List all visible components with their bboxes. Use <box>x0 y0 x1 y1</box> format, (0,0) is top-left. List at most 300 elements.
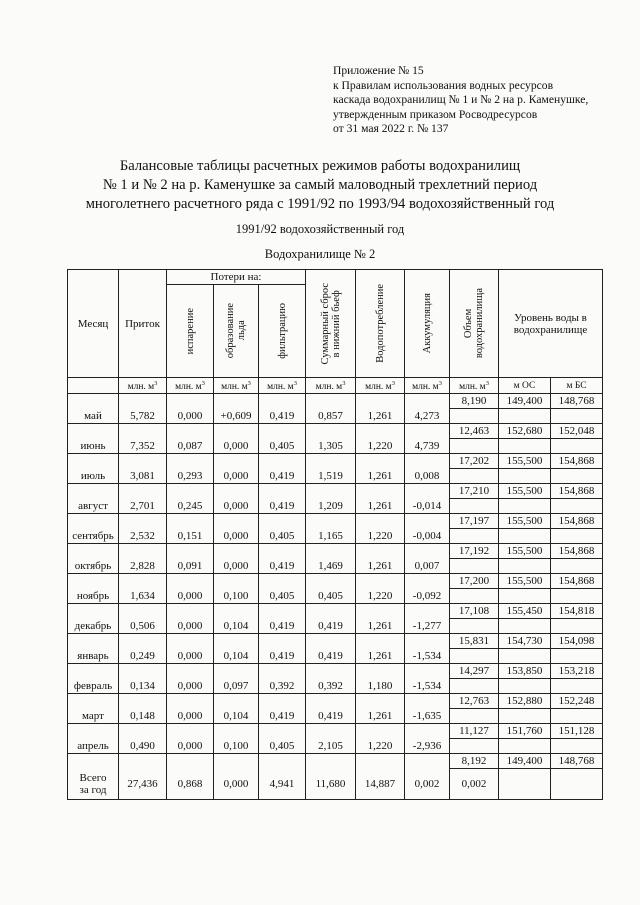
month-name: май <box>68 409 119 424</box>
state-value: 12,463 <box>450 424 499 439</box>
state-value: 154,730 <box>499 634 551 649</box>
state-value: 17,202 <box>450 454 499 469</box>
month-value: 0,419 <box>259 469 306 484</box>
spacer-cell <box>214 454 259 469</box>
state-cell <box>551 499 603 514</box>
table-row <box>68 409 603 424</box>
state-row <box>68 484 603 499</box>
spacer-cell <box>356 394 405 409</box>
state-value: 155,500 <box>499 544 551 559</box>
month-value: 0,490 <box>119 739 167 754</box>
unit-mln: млн. $м^3$ <box>356 378 405 394</box>
spacer-cell <box>405 604 450 619</box>
state-row <box>68 514 603 529</box>
spacer-cell <box>214 694 259 709</box>
month-value: 1,261 <box>356 559 405 574</box>
header-consumption: Водопотребление <box>356 270 405 378</box>
spacer-cell <box>259 424 306 439</box>
state-value: 153,850 <box>499 664 551 679</box>
month-value: 0,392 <box>306 679 356 694</box>
spacer-cell <box>405 454 450 469</box>
state-cell <box>450 709 499 724</box>
spacer-cell <box>167 574 214 589</box>
month-value: 1,220 <box>356 439 405 454</box>
spacer-cell <box>259 484 306 499</box>
state-cell <box>551 439 603 454</box>
spacer-cell <box>405 544 450 559</box>
state-value: 155,500 <box>499 454 551 469</box>
month-value: 0,148 <box>119 709 167 724</box>
month-value: 2,105 <box>306 739 356 754</box>
spacer-cell <box>167 394 214 409</box>
month-value: 1,180 <box>356 679 405 694</box>
spacer-cell <box>259 394 306 409</box>
spacer-cell <box>306 544 356 559</box>
state-cell <box>450 739 499 754</box>
month-value: 0,007 <box>405 559 450 574</box>
state-cell <box>450 559 499 574</box>
spacer-cell <box>167 514 214 529</box>
spacer-cell <box>356 604 405 619</box>
state-cell <box>450 619 499 634</box>
month-value: 2,701 <box>119 499 167 514</box>
state-value: 148,768 <box>551 394 603 409</box>
unit-m-os: м ОС <box>499 378 551 394</box>
month-value: 3,081 <box>119 469 167 484</box>
spacer-cell <box>306 454 356 469</box>
month-value: 1,261 <box>356 499 405 514</box>
reservoir-label: Водохранилище № 2 <box>264 247 376 261</box>
state-cell <box>551 739 603 754</box>
spacer-cell <box>259 454 306 469</box>
month-value: -1,635 <box>405 709 450 724</box>
spacer-cell <box>306 484 356 499</box>
month-value: 1,220 <box>356 589 405 604</box>
state-row <box>68 634 603 649</box>
spacer-cell <box>68 514 119 529</box>
units-row <box>68 378 603 394</box>
state-value: 154,868 <box>551 544 603 559</box>
spacer-cell <box>259 724 306 739</box>
unit-m-bs: м БС <box>551 378 603 394</box>
state-value: 151,128 <box>551 724 603 739</box>
total-value: 14,887 <box>356 769 405 800</box>
total-value: 0,002 <box>450 769 499 800</box>
state-value: 152,880 <box>499 694 551 709</box>
month-value: 5,782 <box>119 409 167 424</box>
state-cell <box>551 589 603 604</box>
spacer-cell <box>119 664 167 679</box>
state-value: 154,868 <box>551 514 603 529</box>
state-cell <box>499 439 551 454</box>
state-value: 154,868 <box>551 454 603 469</box>
state-cell <box>499 529 551 544</box>
spacer-cell <box>214 574 259 589</box>
title-line: многолетнего расчетного ряда с 1991/92 по 1993/94 водохозяйственный год <box>85 196 555 212</box>
title-line: № 1 и № 2 на р. Каменушке за самый маловодный трехлетний период <box>102 177 538 193</box>
unit-mln: млн. $м^3$ <box>306 378 356 394</box>
month-value: -1,534 <box>405 679 450 694</box>
month-value: -2,936 <box>405 739 450 754</box>
state-value: 17,108 <box>450 604 499 619</box>
spacer-cell <box>68 754 119 769</box>
spacer-cell <box>405 694 450 709</box>
state-cell <box>450 589 499 604</box>
state-value: 155,500 <box>499 574 551 589</box>
state-cell <box>551 679 603 694</box>
month-value: 1,519 <box>306 469 356 484</box>
header-level: Уровень воды в водохранилище <box>499 270 603 378</box>
state-value: 15,831 <box>450 634 499 649</box>
spacer-cell <box>405 424 450 439</box>
total-value: 0,000 <box>214 769 259 800</box>
spacer-cell <box>214 634 259 649</box>
spacer-cell <box>259 754 306 769</box>
spacer-cell <box>259 544 306 559</box>
month-value: 0,104 <box>214 709 259 724</box>
spacer-cell <box>405 514 450 529</box>
month-value: 0,000 <box>167 679 214 694</box>
spacer-cell <box>214 604 259 619</box>
spacer-cell <box>68 544 119 559</box>
state-cell <box>499 679 551 694</box>
state-row <box>68 724 603 739</box>
state-cell <box>551 649 603 664</box>
table-row <box>68 679 603 694</box>
spacer-cell <box>68 634 119 649</box>
spacer-cell <box>356 694 405 709</box>
appendix-line: каскада водохранилищ № 1 и № 2 на р. Каменушке, <box>333 93 589 107</box>
state-cell <box>499 649 551 664</box>
spacer-cell <box>356 454 405 469</box>
table-row <box>68 559 603 574</box>
spacer-cell <box>119 634 167 649</box>
month-value: 0,419 <box>259 649 306 664</box>
month-value: 1,634 <box>119 589 167 604</box>
month-value: 1,165 <box>306 529 356 544</box>
state-cell <box>499 559 551 574</box>
month-value: 0,392 <box>259 679 306 694</box>
spacer-cell <box>119 754 167 769</box>
state-cell <box>450 649 499 664</box>
spacer-cell <box>214 394 259 409</box>
header-discharge: Суммарный сброс в нижний бьеф <box>306 270 356 378</box>
title-line: Балансовые таблицы расчетных режимов работы водохранилищ <box>119 158 521 174</box>
spacer-cell <box>119 574 167 589</box>
header-filtration: фильтрацию <box>259 285 306 378</box>
month-value: -1,534 <box>405 649 450 664</box>
month-value: 0,000 <box>214 499 259 514</box>
state-row <box>68 394 603 409</box>
month-value: 0,405 <box>259 529 306 544</box>
total-value: 0,002 <box>405 769 450 800</box>
header-ice: образование льда <box>214 285 259 378</box>
spacer-cell <box>405 634 450 649</box>
unit-mln: млн. $м^3$ <box>259 378 306 394</box>
state-value: 155,500 <box>499 484 551 499</box>
state-cell <box>450 409 499 424</box>
state-value: 154,818 <box>551 604 603 619</box>
month-value: 1,220 <box>356 739 405 754</box>
total-blank <box>551 769 603 800</box>
spacer-cell <box>214 424 259 439</box>
spacer-cell <box>119 544 167 559</box>
state-cell <box>499 709 551 724</box>
month-value: 0,134 <box>119 679 167 694</box>
month-value: 0,419 <box>306 709 356 724</box>
spacer-cell <box>306 514 356 529</box>
month-value: 0,000 <box>214 559 259 574</box>
spacer-cell <box>167 634 214 649</box>
spacer-cell <box>68 604 119 619</box>
spacer-cell <box>119 424 167 439</box>
spacer-cell <box>214 514 259 529</box>
spacer-cell <box>167 664 214 679</box>
spacer-cell <box>68 724 119 739</box>
total-value: 4,941 <box>259 769 306 800</box>
month-name: июль <box>68 469 119 484</box>
spacer-cell <box>167 604 214 619</box>
month-value: 0,419 <box>259 499 306 514</box>
month-value: 0,419 <box>259 559 306 574</box>
state-cell <box>450 679 499 694</box>
month-value: 0,419 <box>306 649 356 664</box>
table-row <box>68 649 603 664</box>
total-value: 11,680 <box>306 769 356 800</box>
state-cell <box>499 619 551 634</box>
state-value: 152,248 <box>551 694 603 709</box>
month-value: 0,100 <box>214 589 259 604</box>
spacer-cell <box>167 484 214 499</box>
spacer-cell <box>356 484 405 499</box>
spacer-cell <box>68 694 119 709</box>
month-value: 0,087 <box>167 439 214 454</box>
month-name: август <box>68 499 119 514</box>
appendix-line: к Правилам использования водных ресурсов <box>333 78 554 92</box>
table-row <box>68 439 603 454</box>
appendix-note <box>333 64 633 137</box>
spacer-cell <box>214 724 259 739</box>
state-value: 17,210 <box>450 484 499 499</box>
month-value: 0,419 <box>259 709 306 724</box>
spacer-cell <box>68 454 119 469</box>
state-value: 17,200 <box>450 574 499 589</box>
spacer-cell <box>259 664 306 679</box>
state-value: 154,868 <box>551 484 603 499</box>
spacer-cell <box>356 574 405 589</box>
month-value: +0,609 <box>214 409 259 424</box>
unit-mln: млн. $м^3$ <box>450 378 499 394</box>
total-value: 27,436 <box>119 769 167 800</box>
month-name: февраль <box>68 679 119 694</box>
state-cell <box>551 559 603 574</box>
state-cell <box>551 529 603 544</box>
year-label: 1991/92 водохозяйственный год <box>235 222 405 236</box>
month-value: 0,100 <box>214 739 259 754</box>
state-cell <box>551 409 603 424</box>
month-value: 0,419 <box>259 619 306 634</box>
appendix-line: утвержденным приказом Росводресурсов <box>333 107 538 121</box>
month-value: 0,293 <box>167 469 214 484</box>
spacer-cell <box>306 394 356 409</box>
state-value: 152,680 <box>499 424 551 439</box>
table-row <box>68 499 603 514</box>
state-row <box>68 574 603 589</box>
spacer-cell <box>214 664 259 679</box>
month-name: июнь <box>68 439 119 454</box>
spacer-cell <box>259 514 306 529</box>
spacer-cell <box>214 484 259 499</box>
month-name: сентябрь <box>68 529 119 544</box>
month-value: 0,405 <box>259 589 306 604</box>
month-value: 0,419 <box>306 619 356 634</box>
header-evaporation: испарение <box>167 285 214 378</box>
spacer-cell <box>259 604 306 619</box>
state-cell <box>450 499 499 514</box>
spacer-cell <box>356 724 405 739</box>
state-row <box>68 424 603 439</box>
month-value: 1,305 <box>306 439 356 454</box>
month-name: октябрь <box>68 559 119 574</box>
spacer-cell <box>356 544 405 559</box>
spacer-cell <box>167 694 214 709</box>
spacer-cell <box>405 484 450 499</box>
total-row <box>68 769 603 800</box>
spacer-cell <box>356 424 405 439</box>
spacer-cell <box>119 514 167 529</box>
state-cell <box>499 739 551 754</box>
month-value: 1,220 <box>356 529 405 544</box>
spacer-cell <box>306 664 356 679</box>
month-value: 0,857 <box>306 409 356 424</box>
spacer-cell <box>405 394 450 409</box>
unit-mln: млн. $м^3$ <box>405 378 450 394</box>
month-value: 0,000 <box>167 409 214 424</box>
spacer-cell <box>167 454 214 469</box>
month-value: -1,277 <box>405 619 450 634</box>
month-value: 1,261 <box>356 649 405 664</box>
spacer-cell <box>306 424 356 439</box>
month-value: -0,014 <box>405 499 450 514</box>
spacer-cell <box>68 574 119 589</box>
state-value: 12,763 <box>450 694 499 709</box>
state-cell <box>499 499 551 514</box>
state-cell <box>499 469 551 484</box>
header-month: Месяц <box>68 270 119 378</box>
month-value: 2,828 <box>119 559 167 574</box>
month-value: 0,104 <box>214 649 259 664</box>
spacer-cell <box>306 634 356 649</box>
appendix-line: Приложение № 15 <box>333 64 424 77</box>
month-value: 1,261 <box>356 709 405 724</box>
state-value: 14,297 <box>450 664 499 679</box>
balance-table <box>67 269 603 800</box>
spacer-cell <box>119 694 167 709</box>
state-value: 152,048 <box>551 424 603 439</box>
state-cell <box>499 409 551 424</box>
header-volume: Объем водохранилища <box>450 270 499 378</box>
spacer-cell <box>405 724 450 739</box>
month-value: 7,352 <box>119 439 167 454</box>
month-value: 2,532 <box>119 529 167 544</box>
state-value: 17,192 <box>450 544 499 559</box>
document-title <box>40 157 600 214</box>
spacer-cell <box>119 394 167 409</box>
spacer-cell <box>356 634 405 649</box>
total-blank <box>499 769 551 800</box>
month-value: 0,405 <box>259 739 306 754</box>
table-row <box>68 709 603 724</box>
spacer-cell <box>356 664 405 679</box>
total-value: 0,868 <box>167 769 214 800</box>
state-cell <box>450 439 499 454</box>
month-value: -0,092 <box>405 589 450 604</box>
spacer-cell <box>356 514 405 529</box>
spacer-cell <box>119 724 167 739</box>
state-value: 11,127 <box>450 724 499 739</box>
month-value: 1,261 <box>356 409 405 424</box>
state-value: 17,197 <box>450 514 499 529</box>
spacer-cell <box>214 544 259 559</box>
month-value: 0,405 <box>259 439 306 454</box>
state-cell <box>450 529 499 544</box>
month-value: 0,506 <box>119 619 167 634</box>
state-value: 8,190 <box>450 394 499 409</box>
month-value: 0,245 <box>167 499 214 514</box>
spacer-cell <box>306 604 356 619</box>
unit-mln: млн. $м^3$ <box>167 378 214 394</box>
month-name: январь <box>68 649 119 664</box>
spacer-cell <box>405 574 450 589</box>
spacer-cell <box>68 394 119 409</box>
month-value: 0,000 <box>167 739 214 754</box>
month-name: декабрь <box>68 619 119 634</box>
month-value: 0,249 <box>119 649 167 664</box>
table-row <box>68 529 603 544</box>
spacer-cell <box>306 694 356 709</box>
spacer-cell <box>306 724 356 739</box>
month-value: 0,000 <box>214 529 259 544</box>
header-accumulation: Аккумуляция <box>405 270 450 378</box>
spacer-cell <box>167 424 214 439</box>
spacer-cell <box>119 604 167 619</box>
spacer-cell <box>405 754 450 769</box>
month-value: 0,008 <box>405 469 450 484</box>
month-value: 1,261 <box>356 619 405 634</box>
state-value: 149,400 <box>499 754 551 769</box>
month-value: 1,469 <box>306 559 356 574</box>
month-value: 4,739 <box>405 439 450 454</box>
state-cell <box>551 619 603 634</box>
state-value: 155,500 <box>499 514 551 529</box>
spacer-cell <box>306 754 356 769</box>
month-value: 0,000 <box>167 649 214 664</box>
state-value: 149,400 <box>499 394 551 409</box>
month-value: 0,097 <box>214 679 259 694</box>
units-month <box>68 378 119 394</box>
state-value: 154,868 <box>551 574 603 589</box>
spacer-cell <box>259 694 306 709</box>
state-value: 151,760 <box>499 724 551 739</box>
month-value: 0,000 <box>214 439 259 454</box>
spacer-cell <box>259 634 306 649</box>
spacer-cell <box>119 454 167 469</box>
appendix-line: от 31 мая 2022 г. № 137 <box>333 122 449 136</box>
month-value: 0,104 <box>214 619 259 634</box>
table-row <box>68 589 603 604</box>
spacer-cell <box>259 574 306 589</box>
month-name: ноябрь <box>68 589 119 604</box>
